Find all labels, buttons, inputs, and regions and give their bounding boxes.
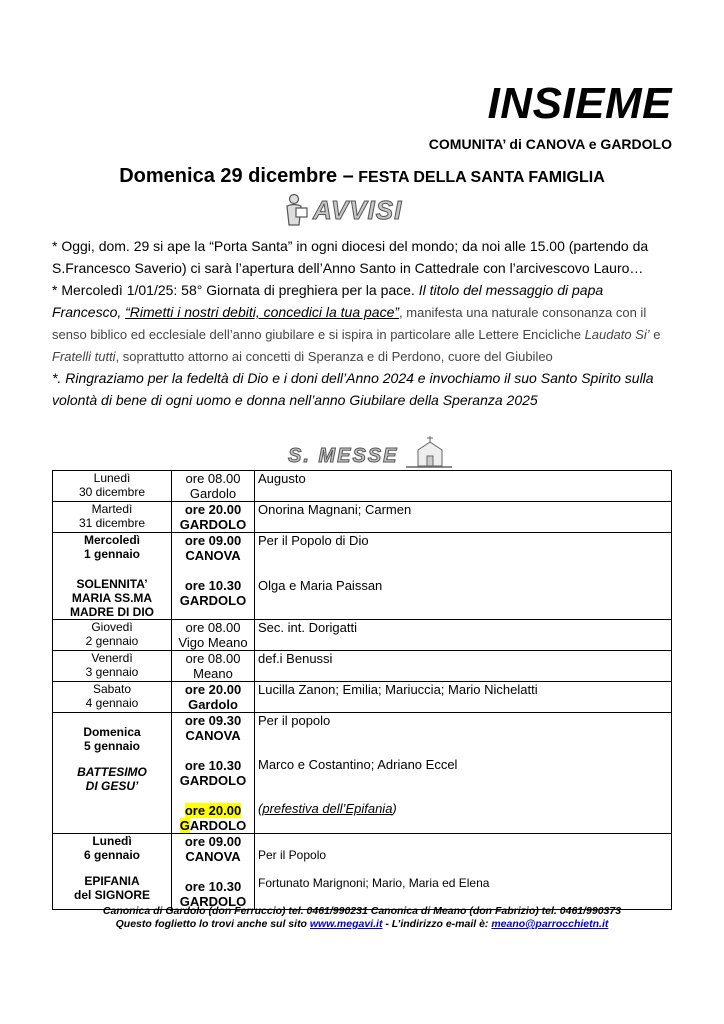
avvisi-banner — [283, 193, 402, 227]
footer-links: Questo foglietto lo trovi anche sul sito www.megavi.it - L’indirizzo e-mail è: meano@parrocchietn.it — [115, 918, 609, 930]
table-row: Lunedì 6 gennaio EPIFANIA del SIGNORE ore 09.00 CANOVA ore 10.30 GARDOLO Per il Popolo Fortunato Marignoni; Mario, Maria ed Elena — [53, 834, 672, 910]
notice-porta-santa: * Oggi, dom. 29 si ape la “Porta Santa” in ogni diocesi del mondo; da noi alle 15.00 (partendo da S.Francesco Saverio) ci sarà l’apertura dell’Anno Santo in Cattedrale con l’arcivescovo Lauro… — [52, 238, 649, 276]
message-title: “Rimetti i nostri debiti, concedici la tua pace” — [125, 304, 400, 320]
footer-contacts: Canonica di Gardolo (don Ferruccio) tel. 0461/990231 Canonica di Meano (don Fabrizio) tel. 0461/990373 — [102, 905, 622, 917]
mass-schedule-table — [52, 470, 672, 910]
person-reading-icon — [283, 193, 309, 227]
church-icon — [404, 436, 454, 468]
footer — [0, 905, 724, 931]
notice-thanks: *. Ringraziamo per la fedeltà di Dio e i doni dell’Anno 2024 e invochiamo il suo Santo Spirito sulla volontà di bene di ogni uomo e donna nell’anno Giubilare della Speranza 2025 — [52, 370, 654, 408]
messe-banner-text: S. MESSE — [288, 445, 399, 467]
table-row: Venerdì 3 gennaio ore 08.00 Meano def.i Benussi — [53, 651, 672, 682]
headline-date: Domenica 29 dicembre – — [119, 165, 354, 187]
table-row: Sabato 4 gennaio ore 20.00 Gardolo Lucilla Zanon; Emilia; Mariuccia; Mario Nichelatti — [53, 682, 672, 713]
table-row: Martedì 31 dicembre ore 20.00 GARDOLO Onorina Magnani; Carmen — [53, 502, 672, 533]
website-link[interactable]: www.megavi.it — [309, 918, 383, 930]
headline-feast: FESTA DELLA SANTA FAMIGLIA — [358, 169, 605, 186]
notices-section — [52, 235, 672, 411]
table-row: Giovedì 2 gennaio ore 08.00 Vigo Meano Sec. int. Dorigatti — [53, 620, 672, 651]
table-row: Mercoledì 1 gennaio SOLENNITA’ MARIA SS.MA MADRE DI DIO ore 09.00 CANOVA ore 10.30 GARDOLO Per il Popolo di Dio Olga e Maria Paissan — [53, 533, 672, 620]
table-row: Lunedì 30 dicembre ore 08.00 Gardolo Augusto — [53, 471, 672, 502]
email-link[interactable]: meano@parrocchietn.it — [491, 918, 609, 930]
notice-peace-day: * Mercoledì 1/01/25: 58° Giornata di preghiera per la pace. Il titolo del messaggio di papa Francesco, “Rimetti i nostri debiti, concedici la tua pace”, manifesta una naturale consonanza con il senso biblico ed ecclesiale dell’anno giubilare e si ispira in particolare alle Lettere Encicliche Laudato Si’ e Fratelli tutti, soprattutto attorno ai concetti di Speranza e di Perdono, cuore del Giubileo — [52, 282, 661, 364]
avvisi-banner-text: AVVISI — [313, 194, 403, 225]
headline — [0, 165, 724, 188]
table-row: Domenica 5 gennaio BATTESIMO DI GESU’ ore 09.30 CANOVA ore 10.30 GARDOLO ore 20.00 GARDOLO Per il popolo Marco e Costantino; Adriano Eccel (prefestiva dell’Epifania) — [53, 713, 672, 834]
community-subtitle: COMUNITA’ di CANOVA e GARDOLO — [428, 136, 672, 152]
highlighted-time: ore 20.00 — [184, 803, 242, 818]
messe-banner — [288, 436, 454, 468]
page-title: INSIEME — [487, 79, 672, 128]
